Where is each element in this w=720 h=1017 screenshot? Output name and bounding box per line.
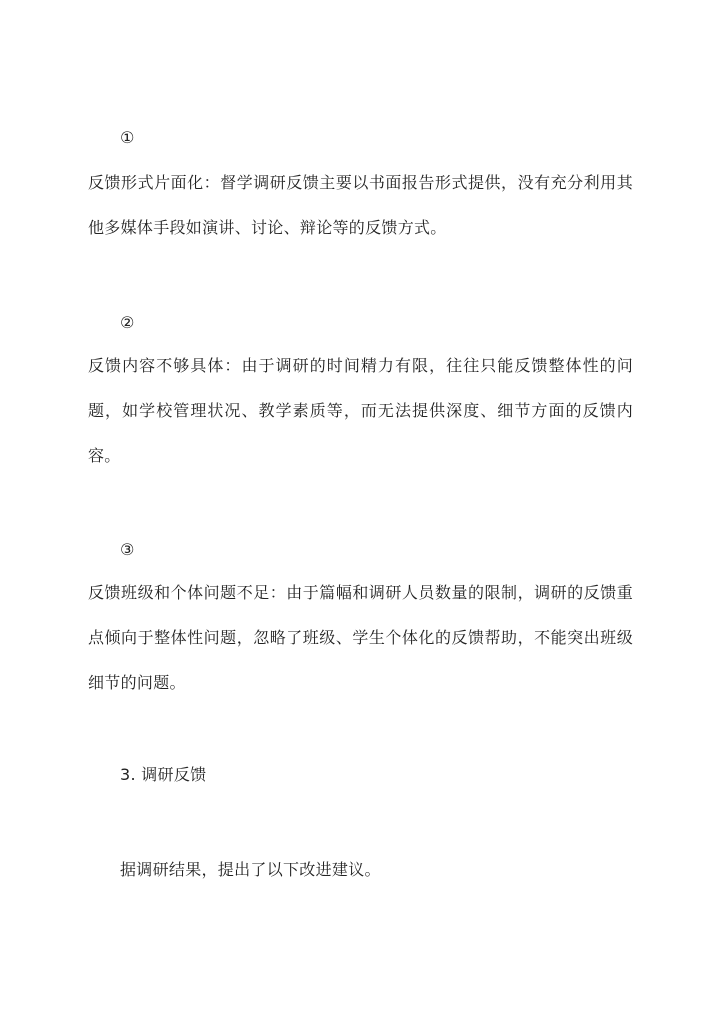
item-marker-1: ① xyxy=(120,128,135,147)
paragraph-feedback-content: 反馈内容不够具体：由于调研的时间精力有限，往往只能反馈整体性的问题，如学校管理状况、教学素质等，而无法提供深度、细节方面的反馈内容。 xyxy=(88,356,633,465)
item-marker-3: ③ xyxy=(120,540,135,559)
closing-paragraph: 据调研结果，提出了以下改进建议。 xyxy=(120,860,381,879)
section-heading: 3. 调研反馈 xyxy=(120,765,207,784)
item-marker-2: ② xyxy=(120,313,135,332)
paragraph-feedback-individual: 反馈班级和个体问题不足：由于篇幅和调研人员数量的限制，调研的反馈重点倾向于整体性问题，忽略了班级、学生个体化的反馈帮助，不能突出班级细节的问题。 xyxy=(88,583,633,692)
paragraph-feedback-form: 反馈形式片面化：督学调研反馈主要以书面报告形式提供，没有充分利用其他多媒体手段如演讲、讨论、辩论等的反馈方式。 xyxy=(88,173,633,237)
